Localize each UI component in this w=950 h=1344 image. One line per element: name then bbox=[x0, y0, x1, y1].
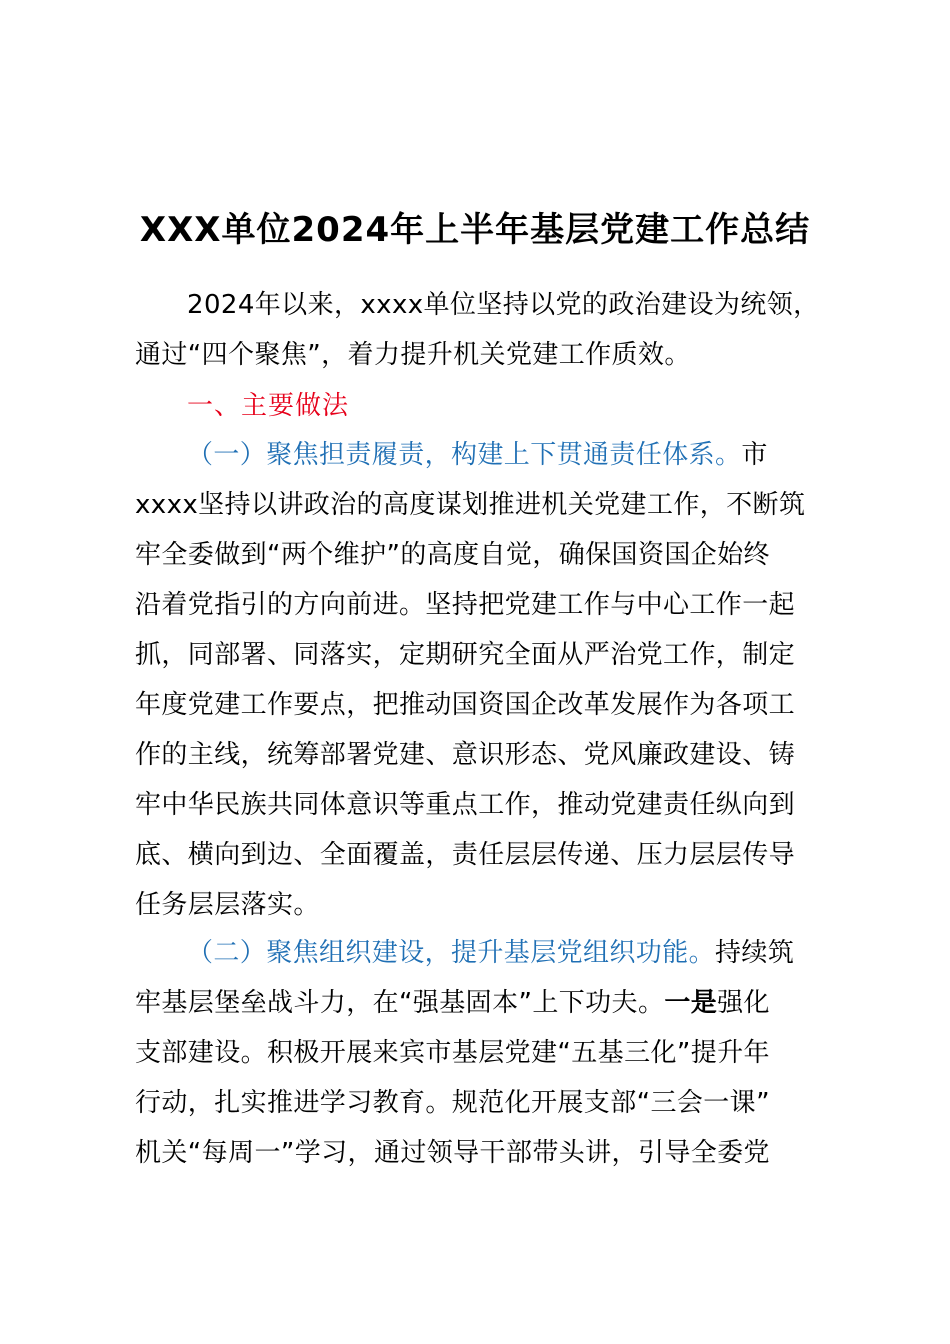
intro-line: 2024年以来，xxxx单位坚持以党的政治建设为统领， bbox=[187, 290, 820, 320]
subsection-heading: （二）聚焦组织建设，提升基层党组织功能。 bbox=[187, 938, 716, 968]
paragraph-line: 行动，扎实推进学习教育。规范化开展支部“三会一课” bbox=[135, 1088, 770, 1118]
paragraph-line bbox=[135, 978, 835, 1028]
section-heading: 一、主要做法 bbox=[187, 391, 350, 421]
subsection-heading: （一）聚焦担责履责，构建上下贯通责任体系。 bbox=[187, 440, 742, 470]
paragraph-first-line bbox=[135, 928, 835, 978]
paragraph-line: 牢中华民族共同体意识等重点工作，推动党建责任纵向到 bbox=[135, 790, 796, 820]
paragraph-line: 底、横向到边、全面覆盖，责任层层传递、压力层层传导 bbox=[135, 840, 796, 870]
paragraph-line: 作的主线，统筹部署党建、意识形态、党风廉政建设、铸 bbox=[135, 740, 796, 770]
paragraph-line: 抓，同部署、同落实，定期研究全面从严治党工作，制定 bbox=[135, 640, 796, 670]
paragraph-text: 市 bbox=[741, 440, 768, 470]
intro-line: 通过“四个聚焦”，着力提升机关党建工作质效。 bbox=[135, 340, 691, 370]
paragraph-text: 强化 bbox=[717, 988, 770, 1018]
emphasis-text: 一是 bbox=[664, 988, 718, 1018]
paragraph-line: 支部建设。积极开展来宾市基层党建“五基三化”提升年 bbox=[135, 1038, 770, 1068]
paragraph-line: 沿着党指引的方向前进。坚持把党建工作与中心工作一起 bbox=[135, 590, 796, 620]
document-title: XXX单位2024年上半年基层党建工作总结 bbox=[139, 210, 811, 250]
paragraph-first-line bbox=[135, 430, 835, 480]
paragraph-text: 持续筑 bbox=[715, 938, 795, 968]
paragraph-text: 牢基层堡垒战斗力，在“强基固本”上下功夫。 bbox=[135, 988, 665, 1018]
intro-paragraph bbox=[135, 280, 835, 380]
paragraph-2 bbox=[135, 928, 835, 1178]
paragraph-line: 任务层层落实。 bbox=[135, 890, 320, 920]
paragraph-line: 年度党建工作要点，把推动国资国企改革发展作为各项工 bbox=[135, 690, 796, 720]
paragraph-line: xxxx坚持以讲政治的高度谋划推进机关党建工作，不断筑 bbox=[135, 490, 806, 520]
paragraph-line: 机关“每周一”学习，通过领导干部带头讲，引导全委党 bbox=[135, 1138, 770, 1168]
paragraph-line: 牢全委做到“两个维护”的高度自觉，确保国资国企始终 bbox=[135, 540, 770, 570]
paragraph-1 bbox=[135, 430, 835, 930]
